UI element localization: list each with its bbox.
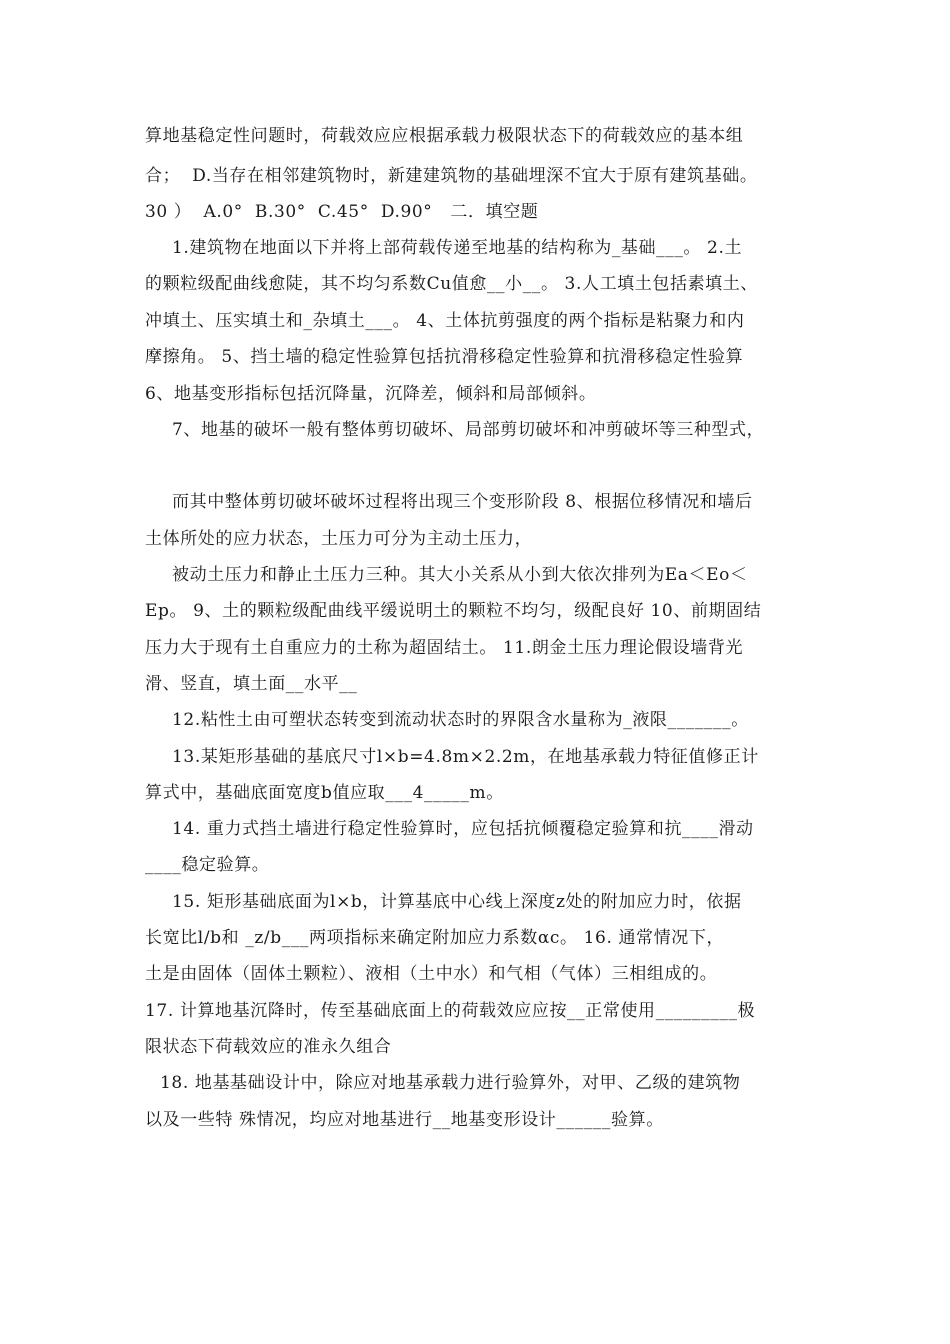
text-line-2: 合； D.当存在相邻建筑物时，新建建筑物的基础埋深不宜大于原有建筑基础。 xyxy=(145,166,758,186)
text-line-11: 土体所处的应力状态，土压力可分为主动土压力， xyxy=(145,529,533,549)
text-line-22: 长宽比l/b和 _z/b___两项指标来确定附加应力系数αc。 16. 通常情况下， xyxy=(145,928,725,948)
text-line-26: 18. 地基基础设计中，除应对地基承载力进行验算外，对甲、乙级的建筑物 xyxy=(160,1073,741,1093)
text-line-25: 限状态下荷载效应的准永久组合 xyxy=(145,1037,392,1057)
text-line-23: 土是由固体（固体土颗粒）、液相（土中水）和气相（气体）三相组成的。 xyxy=(145,964,718,984)
text-line-10: 而其中整体剪切破坏破坏过程将出现三个变形阶段 8、根据位移情况和墙后 xyxy=(172,492,753,512)
text-line-7: 摩擦角。 5、挡土墙的稳定性验算包括抗滑移稳定性验算和抗滑移稳定性验算 xyxy=(145,347,744,367)
text-line-13: Ep。 9、土的颗粒级配曲线平缓说明土的颗粒不均匀，级配良好 10、前期固结 xyxy=(145,601,762,621)
text-line-15: 滑、竖直，填土面__水平__ xyxy=(145,674,358,694)
text-line-18: 算式中，基础底面宽度b值应取___4_____m。 xyxy=(145,783,504,803)
text-line-24: 17. 计算地基沉降时，传至基础底面上的荷载效应应按__正常使用_________极 xyxy=(145,1001,756,1021)
text-line-20: ____稳定验算。 xyxy=(145,855,270,875)
text-line-8: 6、地基变形指标包括沉降量，沉降差，倾斜和局部倾斜。 xyxy=(145,384,597,404)
text-line-21: 15. 矩形基础底面为l×b，计算基底中心线上深度z处的附加应力时，依据 xyxy=(172,892,742,912)
text-line-9: 7、地基的破坏一般有整体剪切破坏、局部剪切破坏和冲剪破坏等三种型式， xyxy=(172,420,765,440)
text-line-6: 冲填土、压实填土和_杂填土___。 4、土体抗剪强度的两个指标是粘聚力和内 xyxy=(145,311,745,331)
text-line-17: 13.某矩形基础的基底尺寸l×b=4.8m×2.2m，在地基承载力特征值修正计 xyxy=(172,747,759,767)
text-line-4: 1.建筑物在地面以下并将上部荷载传递至地基的结构称为_基础___。 2.土 xyxy=(172,238,743,258)
text-line-1: 算地基稳定性问题时，荷载效应应根据承载力极限状态下的荷载效应的基本组 xyxy=(145,126,744,146)
text-line-12: 被动土压力和静止土压力三种。其大小关系从小到大依次排列为Ea＜Eo＜ xyxy=(172,565,748,585)
text-line-5: 的颗粒级配曲线愈陡，其不均匀系数Cu值愈__小__。 3.人工填土包括素填土、 xyxy=(145,274,758,294)
text-line-14: 压力大于现有土自重应力的土称为超固结土。 11.朗金土压力理论假设墙背光 xyxy=(145,638,744,658)
text-line-19: 14. 重力式挡土墙进行稳定性验算时，应包括抗倾覆稳定验算和抗____滑动 xyxy=(172,819,754,839)
text-line-16: 12.粘性土由可塑状态转变到流动状态时的界限含水量称为_液限_______。 xyxy=(172,710,749,730)
text-line-3: 30 ） A.0° B.30° C.45° D.90° 二．填空题 xyxy=(145,202,539,222)
text-line-27: 以及一些特 殊情况，均应对地基进行__地基变形设计______验算。 xyxy=(145,1110,664,1130)
